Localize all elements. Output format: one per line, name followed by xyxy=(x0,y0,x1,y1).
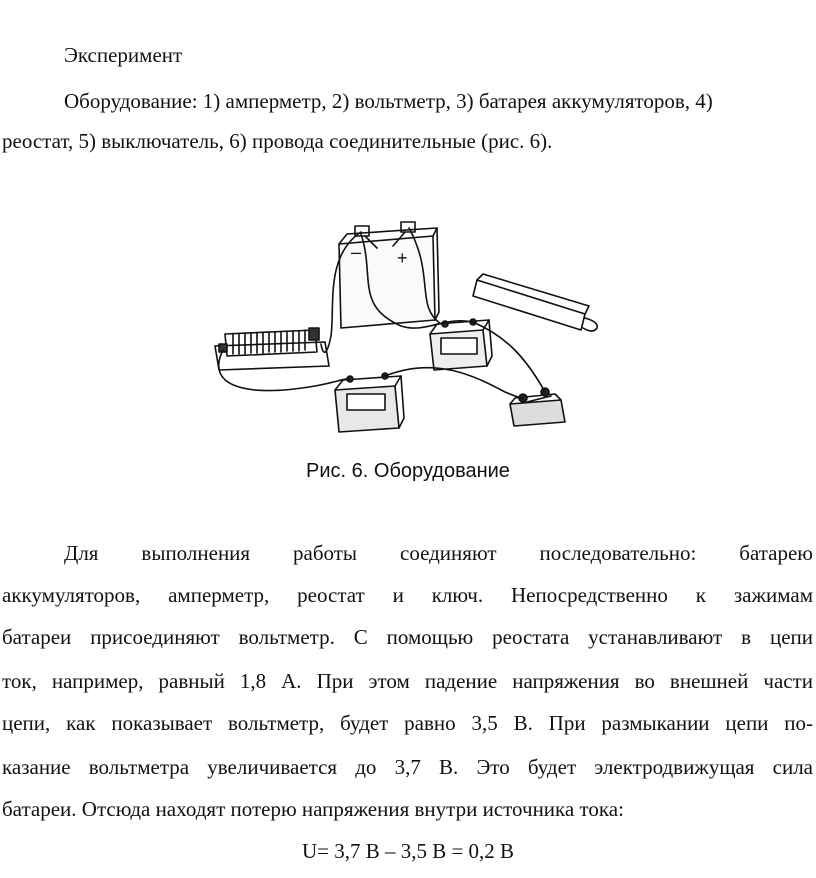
body-line-7: батареи. Отсюда находят потерю напряжения внутри источника тока: xyxy=(2,797,624,821)
body-line-2: аккумуляторов, амперметр, реостат и ключ. Непосредственно к зажимам xyxy=(2,583,813,607)
body-line-1: Для выполнения работы соединяют последовательно: батарею xyxy=(64,541,813,565)
formula: U= 3,7 В – 3,5 В = 0,2 В xyxy=(301,839,515,863)
ammeter-illustration xyxy=(335,373,404,432)
body-line-5: цепи, как показывает вольтметр, будет равно 3,5 В. При размыкании цепи по- xyxy=(2,711,813,735)
heading: Эксперимент xyxy=(64,43,183,67)
body-line-6: казание вольтметра увеличивается до 3,7 В. Это будет электродвижущая сила xyxy=(2,755,813,779)
battery-minus-label: – xyxy=(351,242,362,262)
figure-caption: Рис. 6. Оборудование xyxy=(306,460,510,482)
equipment-line-2: реостат, 5) выключатель, 6) провода соединительные (рис. 6). xyxy=(2,129,553,153)
rheostat-illustration xyxy=(215,328,329,370)
switch-illustration xyxy=(510,388,565,426)
equipment-figure xyxy=(205,216,615,444)
body-line-4: ток, например, равный 1,8 А. При этом падение напряжения во внешней части xyxy=(2,669,813,693)
body-line-3: батареи присоединяют вольтметр. С помощью реостата устанавливают в цепи xyxy=(2,625,813,649)
resistor-bar-illustration xyxy=(473,274,597,331)
equipment-line-1: Оборудование: 1) амперметр, 2) вольтметр, 3) батарея аккумуляторов, 4) xyxy=(64,89,713,113)
battery-plus-label: + xyxy=(397,248,408,268)
